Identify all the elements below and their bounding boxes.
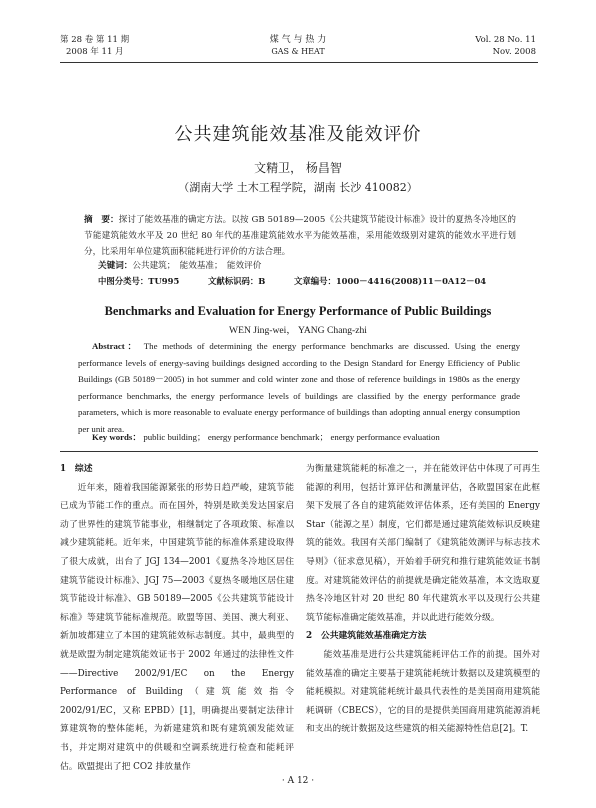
abstract-en bbox=[78, 338, 520, 438]
keywords-cn-text: 公共建筑； 能效基准； 能效评价 bbox=[132, 261, 262, 271]
keywords-en-text: public building； energy performance benchmark； energy performance evaluation bbox=[143, 432, 440, 442]
section-2-paragraph-1: 能效基准是进行公共建筑能耗评估工作的前提。国外对能效基准的确定主要基于建筑能耗统计数据以及建筑模型的能耗模拟。对建筑能耗统计最具代表性的是美国商用建筑能耗调研（CBECS），它的目的是提供美国商用建筑能源消耗和支出的统计数据及这些建筑的相关能源特性信息[2]。T. bbox=[306, 649, 540, 735]
date-cn: 2008 年 11 月 bbox=[66, 47, 124, 57]
authors-cn: 文精卫， 杨昌智 bbox=[254, 161, 342, 175]
body-column-left bbox=[60, 460, 294, 776]
volume-issue-en: Vol. 28 No. 11 bbox=[475, 35, 536, 45]
section-1-heading: 1 综述 bbox=[60, 464, 93, 474]
paper-title-en: Benchmarks and Evaluation for Energy Performance of Public Buildings bbox=[104, 304, 492, 318]
date-en: Nov. 2008 bbox=[492, 47, 536, 57]
clc-number: 中图分类号：TU995 bbox=[98, 276, 180, 286]
keywords-cn bbox=[98, 259, 261, 273]
abstract-en-label: Abstract： bbox=[92, 341, 140, 351]
document-code: 文献标识码：B bbox=[207, 276, 266, 286]
section-2-heading: 2 公共建筑能效基准确定方法 bbox=[306, 631, 427, 642]
journal-name-en: GAS & HEAT bbox=[271, 47, 325, 56]
classification-line bbox=[98, 274, 518, 288]
page-number: · A 12 · bbox=[281, 776, 315, 786]
section-1-paragraph-1: 近年来，随着我国能源紧张的形势日趋严峻，建筑节能已成为节能工作的重点。而在国外，特别是欧美发达国家启动了世界性的建筑节能事业，相继制定了各项政策、标准以减少建筑能耗。近年来，中国建筑节能的标准体系建设取得了很大成就，出台了 JGJ 134—2001《夏热冬冷地区居住建筑节能设计标准》、JGJ 75—2003《夏热冬暖地区居住建筑节能设计标准》、GB 50189—2005《公共建筑节能设计标准》等建筑节能标准规范。欧盟等国、美国、澳大利亚、新加坡都建立了本国的建筑能效标志制度。其中，最典型的就是欧盟为制定建筑能效证书于 2002 年通过的法律性文件——Directive 2002/91/EC on the Energy Performance of Building（建筑能效指令 2002/91/EC，又称 EPBD）[1]，明确提出要制定法律计算建筑物的整体能耗，为新建建筑和既有建筑颁发能效证书，并定期对建筑中的供暖和空调系统进行检查和能耗评估。欧盟提出了把 CO2 排放量作 bbox=[60, 482, 294, 772]
keywords-en bbox=[92, 430, 440, 443]
paper-title-cn: 公共建筑能效基准及能效评价 bbox=[174, 124, 422, 145]
journal-name-cn: 煤 气 与 热 力 bbox=[269, 35, 327, 45]
body-column-right bbox=[306, 460, 540, 739]
affiliation-cn: （湖南大学 土木工程学院，湖南 长沙 410082） bbox=[178, 181, 418, 194]
volume-issue-cn: 第 28 卷 第 11 期 bbox=[60, 35, 130, 45]
running-header-right bbox=[475, 34, 536, 58]
section-1-paragraph-continued: 为衡量建筑能耗的标准之一，并在能效评估中体现了可再生能源的利用，包括计算评估和测量评估，各欧盟国家在此框架下发展了各自的建筑能效评估体系，还有美国的 Energy Star（能源之星）制度，它们都是通过建筑能效标识反映建筑的能效。我国有关部门编制了《建筑能效测评与标志技术导则》（征求意见稿），开始着手研究和推行建筑能效证书制度。对建筑能效评估的前提就是确定能效基准，本文选取夏热冬冷地区针对 20 世纪 80 年代建筑水平以及现行公共建筑节能标准确定能效基准，并以此进行能效分级。 bbox=[306, 464, 540, 623]
authors-en: WEN Jing-wei， YANG Chang-zhi bbox=[229, 325, 367, 336]
header-rule bbox=[60, 62, 538, 63]
abstract-en-text: The methods of determining the energy performance benchmarks are discussed. Using the energy performance levels of energy-saving buildings designed according to the Design Standard for Energy Efficiency of Public Buildings (GB 50189－2005) in hot summer and cold winter zone and those of reference buildings in 1980s as the energy performance benchmarks, the energy performance levels of buildings are classified by the energy performance grade parameters, which is more reasonable to evaluate energy performance of buildings than adopting annual energy consumption per unit area. bbox=[78, 341, 520, 434]
keywords-cn-label: 关键词： bbox=[98, 261, 133, 271]
abstract-cn-text: 探讨了能效基准的确定方法。以按 GB 50189—2005《公共建筑节能设计标准》设计的夏热冬冷地区的节能建筑能效水平及 20 世纪 80 年代的基准建筑能效水平为能效基准，采用能效级别对建筑的能效水平进行划分，比采用年单位建筑面积能耗进行评价的方法合理。 bbox=[84, 215, 516, 257]
abstract-cn-label: 摘 要： bbox=[84, 215, 119, 225]
keywords-en-label: Key words： bbox=[92, 432, 142, 442]
article-number: 文章编号：1000－4416(2008)11－0A12－04 bbox=[293, 276, 487, 286]
abstract-rule bbox=[60, 451, 538, 452]
abstract-cn bbox=[84, 212, 516, 260]
